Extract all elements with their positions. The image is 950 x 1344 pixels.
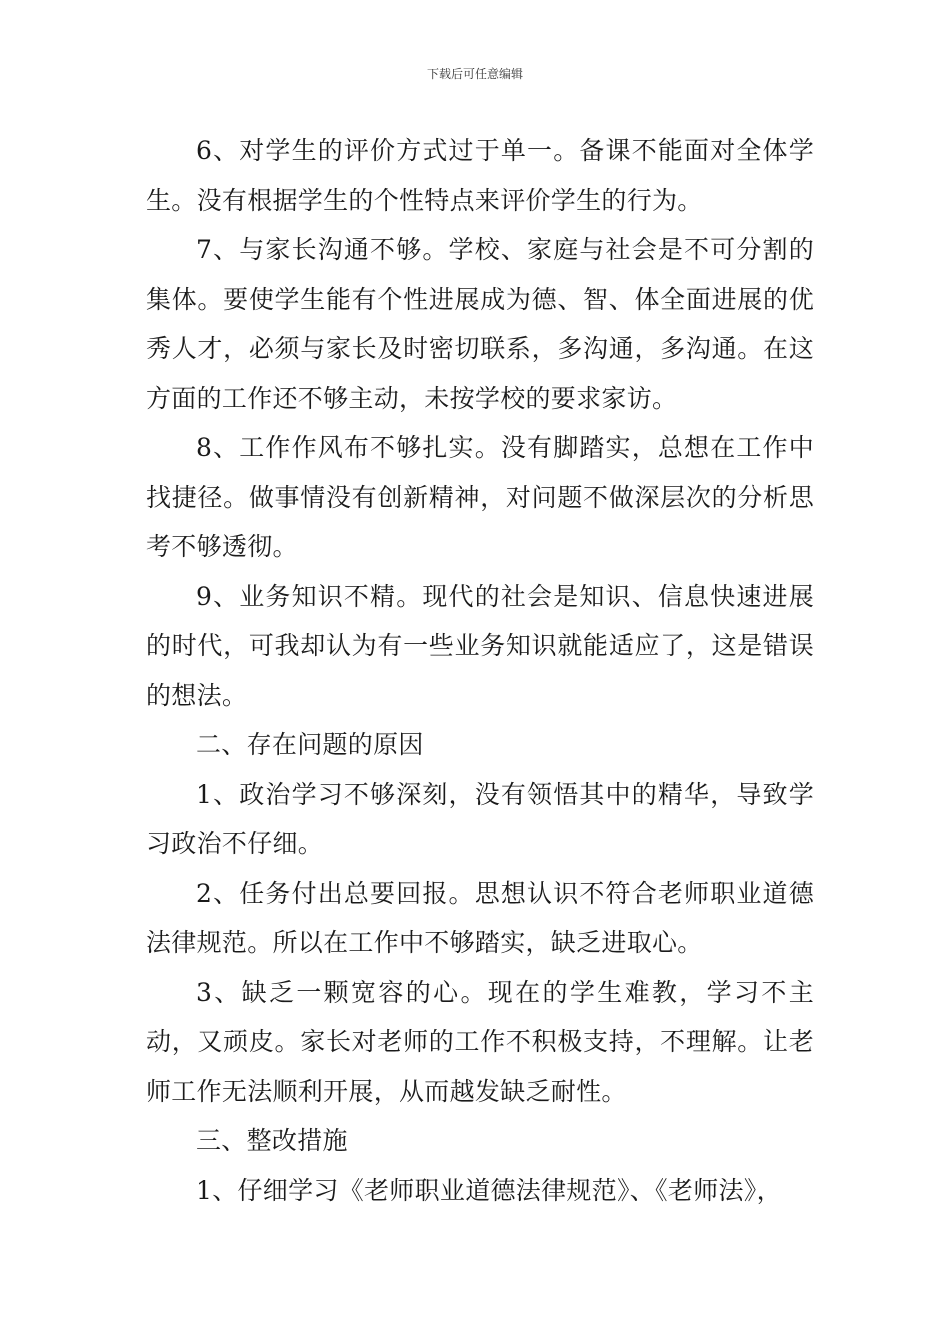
document-body xyxy=(146,126,814,1215)
paragraph-cause-1: 1、政治学习不够深刻，没有领悟其中的精华，导致学习政治不仔细。 xyxy=(146,779,814,858)
paragraph-item-9: 9、业务知识不精。现代的社会是知识、信息快速进展的时代，可我却认为有一些业务知识就能适应了，这是错误的想法。 xyxy=(146,581,814,710)
paragraph-cause-3: 3、缺乏一颗宽容的心。现在的学生难教，学习不主动，又顽皮。家长对老师的工作不积极支持，不理解。让老师工作无法顺利开展，从而越发缺乏耐性。 xyxy=(146,977,814,1106)
section-heading-causes: 二、存在问题的原因 xyxy=(196,730,424,759)
paragraph-item-7: 7、与家长沟通不够。学校、家庭与社会是不可分割的集体。要使学生能有个性进展成为德、智、体全面进展的优秀人才，必须与家长及时密切联系，多沟通，多沟通。在这方面的工作还不够主动，未按学校的要求家访。 xyxy=(146,235,814,413)
paragraph-item-6: 6、对学生的评价方式过于单一。备课不能面对全体学生。没有根据学生的个性特点来评价学生的行为。 xyxy=(146,136,814,215)
paragraph-item-8: 8、工作作风布不够扎实。没有脚踏实，总想在工作中找捷径。做事情没有创新精神，对问题不做深层次的分析思考不够透彻。 xyxy=(146,433,814,561)
paragraph-cause-2: 2、任务付出总要回报。思想认识不符合老师职业道德法律规范。所以在工作中不够踏实，缺乏进取心。 xyxy=(146,878,814,957)
section-heading-measures: 三、整改措施 xyxy=(196,1126,348,1155)
paragraph-measure-1: 1、仔细学习《老师职业道德法律规范》、《老师法》， xyxy=(196,1175,782,1205)
page-header-note: 下载后可任意编辑 xyxy=(426,67,523,81)
